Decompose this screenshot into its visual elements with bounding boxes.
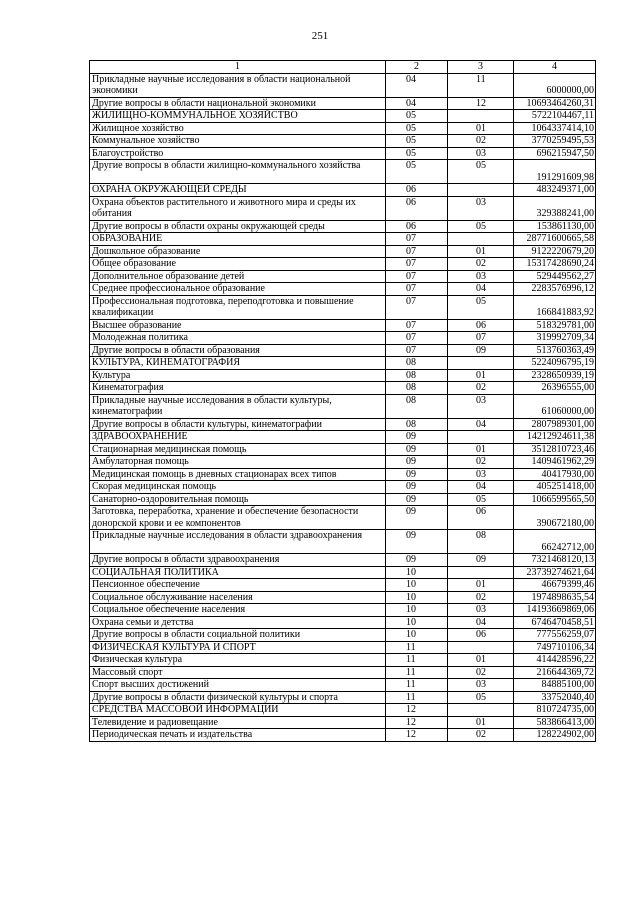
row-name-cell: ЗДРАВООХРАНЕНИЕ [90,431,386,444]
row-section-cell: 08 [386,418,448,431]
row-section-cell: 04 [386,97,448,110]
row-amount-cell: 14212924611,38 [514,431,596,444]
row-subsection-cell: 03 [448,147,514,160]
row-amount-cell: 2807989301,00 [514,418,596,431]
row-subsection-cell: 05 [448,493,514,506]
row-amount-cell: 810724735,00 [514,704,596,717]
row-subsection-cell: 01 [448,579,514,592]
row-name-cell: Заготовка, переработка, хранение и обеспечение безопасности донорской крови и ее компонентов [90,506,386,530]
row-section-cell: 10 [386,579,448,592]
row-subsection-cell: 05 [448,295,514,319]
header-col-4: 4 [514,61,596,74]
row-subsection-cell: 03 [448,196,514,220]
row-subsection-cell: 09 [448,554,514,567]
row-name-cell: Другие вопросы в области социальной политики [90,629,386,642]
row-section-cell: 07 [386,245,448,258]
row-section-cell: 09 [386,554,448,567]
row-amount-cell: 5224096795,19 [514,357,596,370]
row-subsection-cell [448,566,514,579]
row-subsection-cell: 01 [448,245,514,258]
row-amount-cell: 513760363,49 [514,344,596,357]
table-body [90,61,596,742]
row-amount-cell: 405251418,00 [514,481,596,494]
row-subsection-cell: 08 [448,530,514,554]
row-name-cell: Спорт высших достижений [90,679,386,692]
row-subsection-cell: 03 [448,468,514,481]
row-section-cell: 08 [386,357,448,370]
row-subsection-cell: 04 [448,616,514,629]
row-subsection-cell [448,184,514,197]
table-row [90,184,596,197]
header-col-3: 3 [448,61,514,74]
row-amount-cell: 3512810723,46 [514,443,596,456]
table-header-row [90,61,596,74]
row-name-cell: Скорая медицинская помощь [90,481,386,494]
row-subsection-cell: 02 [448,456,514,469]
row-name-cell: КУЛЬТУРА, КИНЕМАТОГРАФИЯ [90,357,386,370]
row-name-cell: СОЦИАЛЬНАЯ ПОЛИТИКА [90,566,386,579]
row-subsection-cell: 01 [448,443,514,456]
row-name-cell: Физическая культура [90,654,386,667]
row-section-cell: 04 [386,73,448,97]
row-subsection-cell: 05 [448,160,514,184]
table-row [90,135,596,148]
row-name-cell: Благоустройство [90,147,386,160]
row-name-cell: Профессиональная подготовка, переподготовка и повышение квалификации [90,295,386,319]
row-section-cell: 05 [386,110,448,123]
row-amount-cell: 9122220679,20 [514,245,596,258]
row-name-cell: Другие вопросы в области образования [90,344,386,357]
row-name-cell: ОХРАНА ОКРУЖАЮЩЕЙ СРЕДЫ [90,184,386,197]
table-row [90,258,596,271]
table-row [90,270,596,283]
table-row [90,679,596,692]
row-section-cell: 10 [386,566,448,579]
table-row [90,629,596,642]
row-amount-cell: 216644369,72 [514,666,596,679]
row-subsection-cell: 06 [448,629,514,642]
table-row [90,295,596,319]
row-amount-cell: 10693464260,31 [514,97,596,110]
row-name-cell: Телевидение и радиовещание [90,716,386,729]
row-name-cell: Другие вопросы в области физической культуры и спорта [90,691,386,704]
row-subsection-cell: 01 [448,654,514,667]
table-row [90,344,596,357]
row-name-cell: ЖИЛИЩНО-КОММУНАЛЬНОЕ ХОЗЯЙСТВО [90,110,386,123]
row-subsection-cell: 02 [448,258,514,271]
row-section-cell: 09 [386,506,448,530]
row-name-cell: Высшее образование [90,319,386,332]
table-row [90,530,596,554]
row-section-cell: 07 [386,344,448,357]
row-amount-cell: 414428596,22 [514,654,596,667]
table-row [90,196,596,220]
row-section-cell: 09 [386,443,448,456]
row-subsection-cell: 01 [448,369,514,382]
row-name-cell: Медицинская помощь в дневных стационарах всех типов [90,468,386,481]
table-row [90,73,596,97]
table-row [90,691,596,704]
row-name-cell: Амбулаторная помощь [90,456,386,469]
row-section-cell: 05 [386,122,448,135]
row-amount-cell: 583866413,00 [514,716,596,729]
row-amount-cell: 329388241,00 [514,196,596,220]
row-subsection-cell: 05 [448,220,514,233]
row-subsection-cell [448,110,514,123]
row-section-cell: 07 [386,270,448,283]
table-row [90,729,596,742]
row-section-cell: 11 [386,641,448,654]
row-amount-cell: 5722104467,11 [514,110,596,123]
row-amount-cell: 696215947,50 [514,147,596,160]
row-section-cell: 05 [386,135,448,148]
row-subsection-cell: 02 [448,729,514,742]
row-section-cell: 12 [386,704,448,717]
row-section-cell: 10 [386,629,448,642]
row-name-cell: Прикладные научные исследования в области национальной экономики [90,73,386,97]
row-section-cell: 06 [386,196,448,220]
row-section-cell: 11 [386,691,448,704]
table-row [90,369,596,382]
row-amount-cell: 84885100,00 [514,679,596,692]
row-amount-cell: 777556259,07 [514,629,596,642]
row-name-cell: Коммунальное хозяйство [90,135,386,148]
row-subsection-cell [448,431,514,444]
row-amount-cell: 153861130,00 [514,220,596,233]
row-amount-cell: 2283576996,12 [514,283,596,296]
row-section-cell: 08 [386,382,448,395]
row-subsection-cell: 02 [448,666,514,679]
page-number: 251 [311,30,329,42]
row-name-cell: Санаторно-оздоровительная помощь [90,493,386,506]
row-section-cell: 09 [386,456,448,469]
table-row [90,641,596,654]
row-section-cell: 12 [386,716,448,729]
row-section-cell: 09 [386,530,448,554]
row-name-cell: Социальное обслуживание населения [90,591,386,604]
row-name-cell: Дошкольное образование [90,245,386,258]
table-row [90,220,596,233]
row-amount-cell: 61060000,00 [514,394,596,418]
row-subsection-cell: 01 [448,716,514,729]
header-col-1: 1 [90,61,386,74]
row-amount-cell: 33752040,40 [514,691,596,704]
row-amount-cell: 26396555,00 [514,382,596,395]
row-name-cell: ФИЗИЧЕСКАЯ КУЛЬТУРА И СПОРТ [90,641,386,654]
table-row [90,566,596,579]
table-row [90,666,596,679]
table-row [90,431,596,444]
row-section-cell: 05 [386,160,448,184]
row-subsection-cell: 02 [448,382,514,395]
row-section-cell: 10 [386,604,448,617]
table-row [90,493,596,506]
row-name-cell: Дополнительное образование детей [90,270,386,283]
row-name-cell: Массовый спорт [90,666,386,679]
row-name-cell: Пенсионное обеспечение [90,579,386,592]
row-amount-cell: 529449562,27 [514,270,596,283]
row-section-cell: 11 [386,666,448,679]
row-name-cell: Жилищное хозяйство [90,122,386,135]
row-subsection-cell: 02 [448,591,514,604]
row-name-cell: Другие вопросы в области культуры, кинематографии [90,418,386,431]
row-name-cell: Среднее профессиональное образование [90,283,386,296]
row-amount-cell: 166841883,92 [514,295,596,319]
row-name-cell: Стационарная медицинская помощь [90,443,386,456]
row-name-cell: Общее образование [90,258,386,271]
row-name-cell: Охрана объектов растительного и животного мира и среды их обитания [90,196,386,220]
row-amount-cell: 6000000,00 [514,73,596,97]
table-row [90,716,596,729]
row-name-cell: Периодическая печать и издательства [90,729,386,742]
row-section-cell: 09 [386,481,448,494]
table-row [90,591,596,604]
row-section-cell: 06 [386,184,448,197]
table-row [90,357,596,370]
row-name-cell: ОБРАЗОВАНИЕ [90,233,386,246]
row-section-cell: 07 [386,295,448,319]
row-amount-cell: 1409461962,29 [514,456,596,469]
row-section-cell: 07 [386,233,448,246]
row-amount-cell: 518329781,00 [514,319,596,332]
row-section-cell: 06 [386,220,448,233]
row-amount-cell: 46679399,46 [514,579,596,592]
row-name-cell: Другие вопросы в области национальной экономики [90,97,386,110]
row-name-cell: Прикладные научные исследования в области культуры, кинематографии [90,394,386,418]
table-row [90,481,596,494]
row-name-cell: Прикладные научные исследования в области здравоохранения [90,530,386,554]
row-name-cell: Другие вопросы в области здравоохранения [90,554,386,567]
row-subsection-cell: 06 [448,319,514,332]
row-subsection-cell [448,357,514,370]
table-row [90,160,596,184]
row-name-cell: Другие вопросы в области охраны окружающей среды [90,220,386,233]
table-row [90,616,596,629]
row-section-cell: 08 [386,394,448,418]
row-subsection-cell: 09 [448,344,514,357]
row-amount-cell: 66242712,00 [514,530,596,554]
row-section-cell: 10 [386,616,448,629]
row-section-cell: 11 [386,679,448,692]
row-subsection-cell: 07 [448,332,514,345]
row-amount-cell: 390672180,00 [514,506,596,530]
table-row [90,468,596,481]
row-name-cell: Охрана семьи и детства [90,616,386,629]
row-amount-cell: 28771600665,58 [514,233,596,246]
row-amount-cell: 1974898635,54 [514,591,596,604]
table-row [90,418,596,431]
row-amount-cell: 7321468120,13 [514,554,596,567]
row-subsection-cell: 04 [448,418,514,431]
header-col-2: 2 [386,61,448,74]
table-row [90,283,596,296]
row-amount-cell: 6746470458,51 [514,616,596,629]
table-row [90,332,596,345]
table-row [90,394,596,418]
row-amount-cell: 15317428690,24 [514,258,596,271]
table-row [90,443,596,456]
row-subsection-cell: 11 [448,73,514,97]
row-subsection-cell: 05 [448,691,514,704]
table-row [90,233,596,246]
table-row [90,97,596,110]
row-subsection-cell: 02 [448,135,514,148]
row-amount-cell: 3770259495,53 [514,135,596,148]
table-row [90,554,596,567]
row-amount-cell: 40417930,00 [514,468,596,481]
table-row [90,245,596,258]
row-subsection-cell: 03 [448,394,514,418]
row-amount-cell: 483249371,00 [514,184,596,197]
row-amount-cell: 23739274621,64 [514,566,596,579]
row-name-cell: Культура [90,369,386,382]
table-row [90,654,596,667]
row-amount-cell: 14193669869,06 [514,604,596,617]
row-amount-cell: 749710106,34 [514,641,596,654]
row-name-cell: Другие вопросы в области жилищно-коммунального хозяйства [90,160,386,184]
row-name-cell: Кинематография [90,382,386,395]
table-row [90,319,596,332]
row-section-cell: 05 [386,147,448,160]
row-subsection-cell: 03 [448,270,514,283]
row-section-cell: 10 [386,591,448,604]
row-amount-cell: 1064337414,10 [514,122,596,135]
table-row [90,110,596,123]
table-row [90,704,596,717]
row-name-cell: СРЕДСТВА МАССОВОЙ ИНФОРМАЦИИ [90,704,386,717]
row-subsection-cell [448,704,514,717]
row-name-cell: Социальное обеспечение населения [90,604,386,617]
row-amount-cell: 2328650939,19 [514,369,596,382]
row-subsection-cell: 04 [448,283,514,296]
table-row [90,382,596,395]
row-subsection-cell: 12 [448,97,514,110]
table-row [90,456,596,469]
row-section-cell: 12 [386,729,448,742]
row-subsection-cell [448,641,514,654]
table-row [90,122,596,135]
row-subsection-cell: 01 [448,122,514,135]
table-row [90,604,596,617]
row-section-cell: 09 [386,431,448,444]
row-section-cell: 07 [386,283,448,296]
row-section-cell: 11 [386,654,448,667]
row-section-cell: 07 [386,258,448,271]
row-subsection-cell: 03 [448,679,514,692]
table-row [90,147,596,160]
row-subsection-cell: 04 [448,481,514,494]
row-amount-cell: 319992709,34 [514,332,596,345]
row-amount-cell: 191291609,98 [514,160,596,184]
budget-table [89,60,596,742]
row-section-cell: 07 [386,332,448,345]
row-section-cell: 09 [386,468,448,481]
row-amount-cell: 1066599565,50 [514,493,596,506]
row-section-cell: 07 [386,319,448,332]
row-section-cell: 08 [386,369,448,382]
row-subsection-cell [448,233,514,246]
row-subsection-cell: 06 [448,506,514,530]
table-row [90,506,596,530]
row-name-cell: Молодежная политика [90,332,386,345]
row-amount-cell: 128224902,00 [514,729,596,742]
row-section-cell: 09 [386,493,448,506]
row-subsection-cell: 03 [448,604,514,617]
table-row [90,579,596,592]
